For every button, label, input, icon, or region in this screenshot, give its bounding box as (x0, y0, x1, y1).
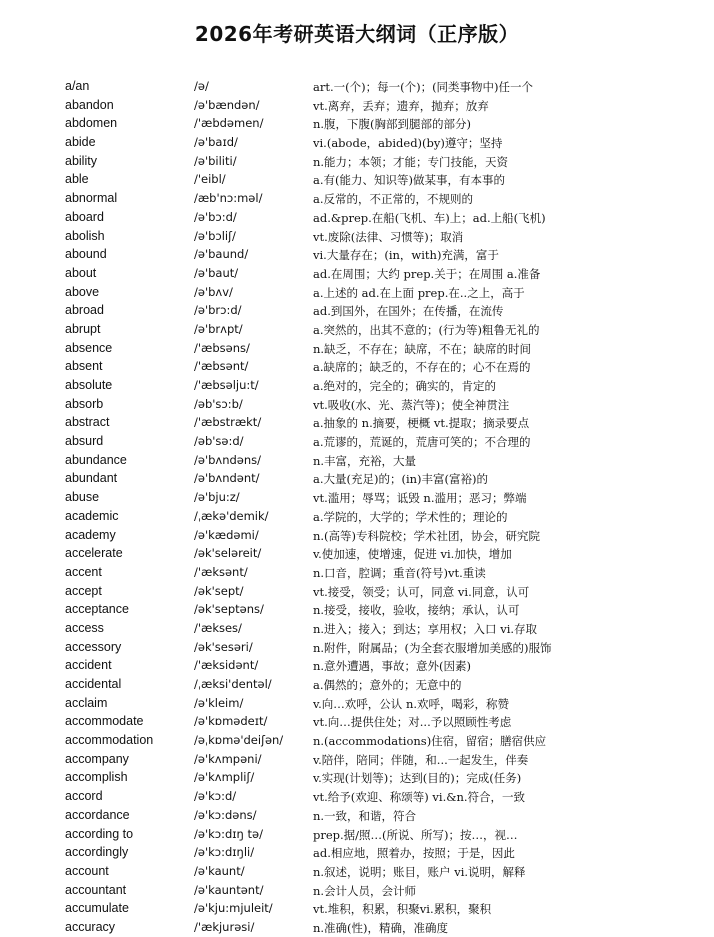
entry-definition: n.丰富，充裕，大量 (313, 453, 417, 468)
entry-definition: vi.大量存在；(in，with)充满，富于 (313, 248, 499, 263)
entry-word: accountant (65, 882, 127, 897)
entry-phonetic: /əb'sə:d/ (194, 434, 244, 449)
vocab-entry (0, 843, 714, 862)
vocab-entry (0, 582, 714, 601)
entry-definition: n.一致，和谐，符合 (313, 808, 417, 823)
entry-definition: ad.&prep.在船(飞机、车)上；ad.上船(飞机) (313, 210, 546, 225)
entry-phonetic: /ə'kɔ:dɪŋ tə/ (194, 826, 263, 841)
entry-definition: a.反常的，不正常的，不规则的 (313, 192, 474, 207)
entry-phonetic: /'æksənt/ (194, 564, 248, 579)
entry-phonetic: /ə'bju:z/ (194, 490, 240, 505)
entry-phonetic: /ə'brʌpt/ (194, 321, 243, 336)
entry-word: accordingly (65, 845, 129, 860)
entry-phonetic: /'æbstrækt/ (194, 415, 262, 430)
entry-definition: a.荒谬的，荒诞的，荒唐可笑的；不合理的 (313, 435, 531, 450)
entry-word: accompany (65, 751, 129, 766)
entry-word: acceptance (65, 602, 129, 617)
entry-word: absorb (65, 396, 104, 411)
entry-phonetic: /ə'kɒmədeɪt/ (194, 714, 268, 729)
entry-phonetic: /ə'bɔ:d/ (194, 209, 237, 224)
entry-definition: a.突然的，出其不意的；(行为等)粗鲁无礼的 (313, 322, 540, 337)
entry-definition: art.一(个)；每一(个)；(同类事物中)任一个 (313, 80, 534, 94)
entry-phonetic: /'ækses/ (194, 620, 242, 635)
entry-definition: vt.离弃，丢弃；遗弃，抛弃；放弃 (313, 98, 489, 113)
vocab-entry (0, 96, 714, 115)
entry-definition: a.缺席的；缺乏的，不存在的；心不在焉的 (313, 360, 531, 375)
entry-definition: v.陪伴，陪同；伴随，和...一起发生，伴奏 (313, 752, 529, 767)
entry-definition: n.进入；接入；到达；享用权；入口 vi.存取 (313, 621, 538, 636)
vocab-entry (0, 787, 714, 806)
entry-phonetic: /ə'kʌmpəni/ (194, 751, 262, 766)
entry-word: abandon (65, 97, 114, 112)
vocab-entry (0, 638, 714, 657)
entry-word: accuracy (65, 919, 116, 934)
entry-definition: n.腹，下腹(胸部到腿部的部分) (313, 117, 472, 132)
entry-phonetic: /ə'brɔ:d/ (194, 303, 242, 318)
entry-word: above (65, 284, 100, 299)
entry-phonetic: /ə/ (194, 79, 209, 93)
entry-word: absent (65, 359, 103, 374)
entry-definition: n.意外遭遇，事故；意外(因素) (313, 659, 472, 674)
entry-definition: v.实现(计划等)；达到(目的)；完成(任务) (313, 771, 522, 786)
entry-phonetic: /'æbsənt/ (194, 359, 249, 374)
entry-word: accomplish (65, 770, 128, 785)
entry-word: abound (65, 247, 107, 262)
entry-word: accent (65, 564, 102, 579)
entry-phonetic: /ə'bʌndənt/ (194, 471, 260, 486)
word-list (0, 77, 714, 937)
entry-phonetic: /'æbdəmen/ (194, 116, 264, 131)
vocab-entry (0, 208, 714, 227)
vocab-entry (0, 227, 714, 246)
entry-definition: n.准确(性)，精确，准确度 (313, 920, 449, 935)
entry-word: absolute (65, 378, 113, 392)
vocab-entry (0, 283, 714, 302)
entry-definition: a.绝对的，完全的；确实的，肯定的 (313, 379, 497, 393)
vocab-entry (0, 320, 714, 339)
entry-word: accidental (65, 677, 122, 691)
entry-definition: vt.滥用；辱骂；诋毁 n.滥用；恶习；弊端 (313, 491, 527, 506)
entry-word: abroad (65, 303, 104, 318)
entry-phonetic: /'eibl/ (194, 172, 226, 187)
vocab-entry (0, 694, 714, 713)
vocab-entry (0, 451, 714, 470)
vocab-entry (0, 376, 714, 395)
entry-word: access (65, 620, 104, 635)
entry-definition: n.接受，接收，验收，接纳；承认，认可 (313, 603, 520, 618)
vocab-entry (0, 563, 714, 582)
entry-definition: n.(accommodations)住宿，留宿；膳宿供应 (313, 734, 547, 749)
entry-definition: vt.堆积，积累，积聚vi.累积，聚积 (313, 902, 492, 917)
entry-word: according to (65, 826, 134, 841)
entry-phonetic: /ə'kɔ:dəns/ (194, 807, 257, 822)
entry-phonetic: /ˌækə'demik/ (194, 508, 269, 523)
entry-word: absurd (65, 434, 104, 449)
entry-phonetic: /ə'bɔliʃ/ (194, 228, 236, 243)
page-title: 2026年考研英语大纲词（正序版） (194, 22, 520, 46)
entry-phonetic: /ək'sept/ (194, 583, 244, 598)
entry-phonetic: /ə'bændən/ (194, 97, 260, 112)
entry-word: abdomen (65, 116, 118, 131)
vocab-entry (0, 825, 714, 844)
entry-definition: a.有(能力、知识等)做某事，有本事的 (313, 173, 505, 188)
entry-word: account (65, 863, 109, 878)
entry-definition: ad.到国外，在国外；在传播，在流传 (313, 304, 504, 319)
vocab-entry (0, 899, 714, 918)
entry-word: aboard (65, 209, 104, 224)
entry-word: accommodation (65, 733, 154, 748)
entry-definition: vt.给予(欢迎、称颂等) vi.&n.符合，一致 (313, 790, 526, 805)
entry-word: accelerate (65, 546, 123, 561)
vocab-entry (0, 712, 714, 731)
entry-definition: prep.据/照…(所说、所写)；按…，视… (313, 827, 518, 842)
entry-phonetic: /ə'kʌmpliʃ/ (194, 770, 255, 785)
entry-word: abundant (65, 471, 118, 486)
entry-phonetic: /ək'sesəri/ (194, 639, 253, 654)
vocab-entry (0, 357, 714, 376)
entry-word: abnormal (65, 191, 118, 206)
entry-definition: n.附件，附属品；(为全套衣服增加美感的)服饰 (313, 640, 552, 655)
entry-phonetic: /ˌæksi'dentəl/ (194, 677, 272, 691)
entry-word: academy (65, 527, 116, 542)
entry-word: accommodate (65, 714, 144, 729)
entry-word: absence (65, 340, 113, 355)
entry-definition: v.向…欢呼，公认 n.欢呼，喝彩，称赞 (313, 696, 510, 711)
entry-definition: ad.相应地，照着办，按照；于是，因此 (313, 846, 515, 861)
entry-word: acclaim (65, 695, 108, 710)
entry-word: accept (65, 583, 102, 598)
vocab-entry (0, 245, 714, 264)
vocab-entry (0, 526, 714, 545)
entry-phonetic: /ə'baund/ (194, 247, 249, 262)
vocab-entry (0, 189, 714, 208)
entry-phonetic: /ək'seləreit/ (194, 546, 262, 561)
vocab-entry (0, 395, 714, 414)
entry-word: abuse (65, 490, 100, 505)
entry-phonetic: /'æbsəlju:t/ (194, 378, 259, 392)
entry-phonetic: /ə'kauntənt/ (194, 882, 264, 897)
entry-definition: a.抽象的 n.摘要，梗概 vt.提取；摘录要点 (313, 416, 530, 431)
entry-definition: n.能力；本领；才能；专门技能，天资 (313, 154, 509, 169)
vocab-entry (0, 432, 714, 451)
vocab-entry (0, 488, 714, 507)
entry-phonetic: /ə'bʌndəns/ (194, 452, 262, 467)
entry-phonetic: /ə'kædəmi/ (194, 527, 259, 542)
vocab-entry (0, 675, 714, 694)
entry-phonetic: /'æbsəns/ (194, 340, 250, 355)
vocab-entry (0, 600, 714, 619)
entry-definition: v.使加速，使增速，促进 vi.加快，增加 (313, 547, 512, 562)
entry-definition: n.叙述，说明；账目，账户 vi.说明，解释 (313, 864, 526, 879)
entry-phonetic: /'ækjurəsi/ (194, 919, 255, 934)
entry-phonetic: /æb'nɔ:məl/ (194, 191, 263, 206)
entry-word: abundance (65, 452, 127, 467)
entry-definition: vt.接受，领受；认可，同意 vi.同意，认可 (313, 584, 530, 599)
vocab-entry (0, 339, 714, 358)
entry-definition: a.大量(充足)的；(in)丰富(富裕)的 (313, 472, 489, 487)
entry-phonetic: /'æksidənt/ (194, 658, 259, 673)
entry-phonetic: /ə'kɔ:d/ (194, 789, 237, 804)
vocab-entry (0, 264, 714, 283)
vocab-entry (0, 301, 714, 320)
entry-definition: vt.吸收(水、光、蒸汽等)；使全神贯注 (313, 397, 510, 412)
entry-phonetic: /əb'sɔ:b/ (194, 396, 243, 411)
entry-word: accident (65, 658, 112, 673)
vocab-entry (0, 114, 714, 133)
vocab-entry (0, 862, 714, 881)
entry-definition: n.口音，腔调；重音(符号)vt.重读 (313, 565, 486, 580)
entry-word: accumulate (65, 901, 129, 916)
vocab-entry (0, 544, 714, 563)
vocab-entry (0, 77, 714, 96)
entry-word: abstract (65, 415, 110, 430)
entry-word: abolish (65, 228, 105, 243)
entry-phonetic: /ək'septəns/ (194, 602, 264, 617)
entry-definition: n.(高等)专科院校；学术社团，协会，研究院 (313, 528, 541, 543)
entry-definition: vi.(abode，abided)(by)遵守；坚持 (313, 136, 503, 151)
vocab-entry (0, 170, 714, 189)
entry-definition: vt.废除(法律、习惯等)；取消 (313, 229, 464, 244)
entry-word: accord (65, 789, 103, 804)
entry-word: about (65, 265, 97, 280)
entry-phonetic: /ə'bʌv/ (194, 284, 233, 299)
entry-definition: n.会计人员，会计师 (313, 883, 417, 898)
entry-word: ability (65, 153, 97, 168)
vocab-entry (0, 918, 714, 937)
entry-definition: n.缺乏，不存在；缺席，不在；缺席的时间 (313, 341, 532, 356)
vocab-entry (0, 469, 714, 488)
entry-definition: a.偶然的；意外的；无意中的 (313, 678, 462, 692)
entry-phonetic: /ə'baɪd/ (194, 135, 238, 150)
vocab-entry (0, 413, 714, 432)
vocab-entry (0, 656, 714, 675)
entry-phonetic: /ə'kju:mjuleit/ (194, 901, 273, 916)
entry-word: abide (65, 135, 96, 150)
vocab-entry (0, 507, 714, 526)
entry-word: a/an (65, 79, 90, 93)
entry-definition: a.上述的 ad.在上面 prep.在..之上，高于 (313, 285, 525, 300)
entry-definition: ad.在周围；大约 prep.关于；在周围 a.准备 (313, 266, 541, 281)
vocab-entry (0, 750, 714, 769)
vocab-entry (0, 768, 714, 787)
vocab-entry (0, 152, 714, 171)
vocab-entry (0, 731, 714, 750)
entry-phonetic: /ə'baut/ (194, 265, 239, 280)
entry-word: accordance (65, 807, 130, 822)
entry-phonetic: /əˌkɒmə'deiʃən/ (194, 733, 284, 748)
entry-word: academic (65, 508, 119, 523)
entry-phonetic: /ə'kɔ:dɪŋli/ (194, 845, 255, 860)
entry-phonetic: /ə'kaunt/ (194, 863, 245, 878)
vocab-entry (0, 881, 714, 900)
vocab-entry (0, 619, 714, 638)
entry-word: accessory (65, 639, 122, 654)
entry-definition: a.学院的，大学的；学术性的；理论的 (313, 509, 508, 524)
entry-word: abrupt (65, 321, 101, 336)
vocab-entry (0, 806, 714, 825)
vocab-entry (0, 133, 714, 152)
entry-phonetic: /ə'biliti/ (194, 153, 237, 168)
entry-word: able (65, 172, 89, 187)
entry-phonetic: /ə'kleim/ (194, 695, 244, 710)
entry-definition: vt.向…提供住处；对...予以照顾性考虑 (313, 715, 512, 730)
